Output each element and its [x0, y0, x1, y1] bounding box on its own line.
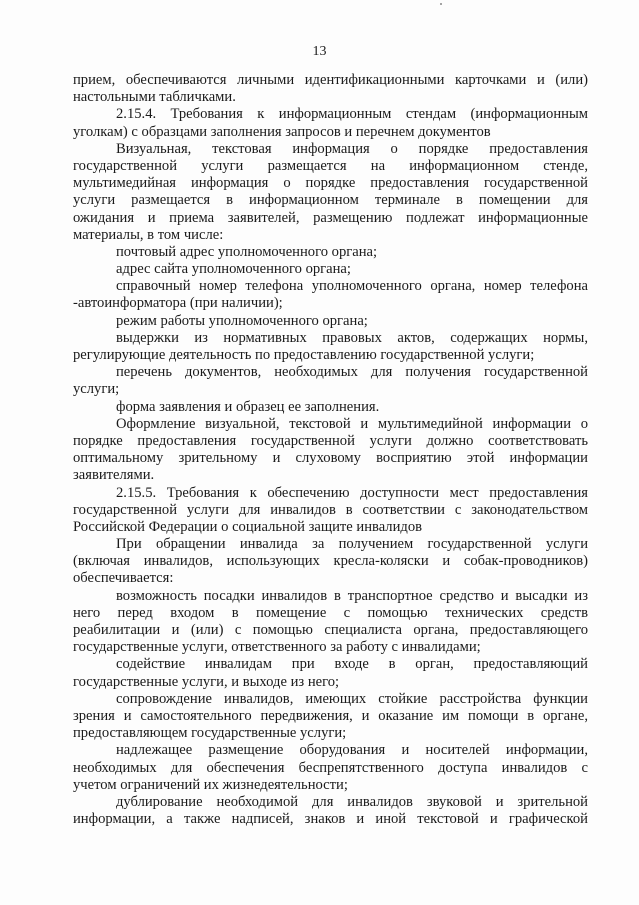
- text-line: материалы, в том числе:: [73, 226, 224, 243]
- text-line: необходимых для обеспечения беспрепятственного доступа инвалидов с: [73, 759, 588, 776]
- text-line: -автоинформатора (при наличии);: [73, 295, 283, 312]
- text-line: зрения и самостоятельного передвижения, и оказание им помощи в органе,: [73, 707, 588, 724]
- scan-speck: [440, 3, 442, 5]
- text-line: предоставляющем государственные услуги;: [73, 725, 347, 742]
- text-line: оптимальному зрительному и слуховому восприятию этой информации: [73, 450, 588, 467]
- text-line: сопровождение инвалидов, имеющих стойкие расстройства функции: [116, 690, 588, 707]
- text-line: содействие инвалидам при входе в орган, предоставляющий: [116, 656, 588, 673]
- text-line: него перед входом в помещение с помощью технических средств: [73, 604, 588, 621]
- text-line: справочный номер телефона уполномоченного органа, номер телефона: [116, 278, 588, 295]
- text-line: регулирующие деятельность по предоставлению государственной услуги;: [73, 347, 535, 363]
- text-line: государственной услуги размещается на информационном стенде,: [73, 157, 588, 174]
- text-line: заявителями.: [73, 467, 155, 484]
- text-line: адрес сайта уполномоченного органа;: [116, 261, 351, 278]
- text-line: обеспечивается:: [73, 570, 174, 587]
- text-line: 2.15.4. Требования к информационным стендам (информационным: [116, 106, 588, 123]
- text-line: реабилитации и (или) с помощью специалиста органа, предоставляющего: [73, 622, 588, 638]
- text-line: мультимедийная информация о порядке предоставления государственной: [73, 175, 588, 192]
- text-line: государственные услуги, и выходе из него;: [73, 673, 340, 690]
- text-line: ожидания и приема заявителей, размещению подлежат информационные: [73, 209, 588, 226]
- text-line: перечень документов, необходимых для получения государственной: [116, 364, 588, 381]
- text-line: уголкам) с образцами заполнения запросов и перечнем документов: [73, 123, 491, 140]
- text-line: надлежащее размещение оборудования и носителей информации,: [116, 742, 588, 759]
- text-line: (включая инвалидов, использующих кресла-коляски и собак-проводников): [73, 553, 588, 570]
- text-line: государственной услуги для инвалидов в соответствии с законодательством: [73, 501, 588, 518]
- text-line: форма заявления и образец ее заполнения.: [116, 398, 380, 415]
- text-line: почтовый адрес уполномоченного органа;: [116, 243, 378, 260]
- text-line: настольными табличками.: [73, 89, 236, 106]
- page-number: 13: [312, 44, 327, 59]
- text-line: услуги;: [73, 381, 120, 398]
- text-line: услуги размещается в информационном терминале в помещении для: [73, 192, 588, 209]
- text-line: прием, обеспечиваются личными идентификационными карточками и (или): [73, 72, 588, 88]
- text-line: При обращении инвалида за получением государственной услуги: [116, 536, 588, 553]
- text-line: информации, а также надписей, знаков и иной текстовой и графической: [73, 811, 588, 828]
- text-line: Оформление визуальной, текстовой и мультимедийной информации о: [116, 415, 588, 432]
- document-body: [73, 72, 588, 828]
- text-line: дублирование необходимой для инвалидов звуковой и зрительной: [116, 793, 588, 810]
- text-line: возможность посадки инвалидов в транспортное средство и высадки из: [116, 587, 588, 604]
- text-line: 2.15.5. Требования к обеспечению доступности мест предоставления: [116, 484, 588, 501]
- text-line: выдержки из нормативных правовых актов, содержащих нормы,: [116, 329, 588, 346]
- text-line: порядке предоставления государственной услуги должно соответствовать: [73, 432, 588, 449]
- text-line: Визуальная, текстовая информация о порядке предоставления: [116, 140, 588, 157]
- text-line: учетом ограничений их жизнедеятельности;: [73, 776, 348, 793]
- text-line: Российской Федерации о социальной защите инвалидов: [73, 518, 423, 535]
- text-line: государственные услуги, ответственного за работу с инвалидами;: [73, 639, 481, 656]
- text-line: режим работы уполномоченного органа;: [116, 312, 368, 329]
